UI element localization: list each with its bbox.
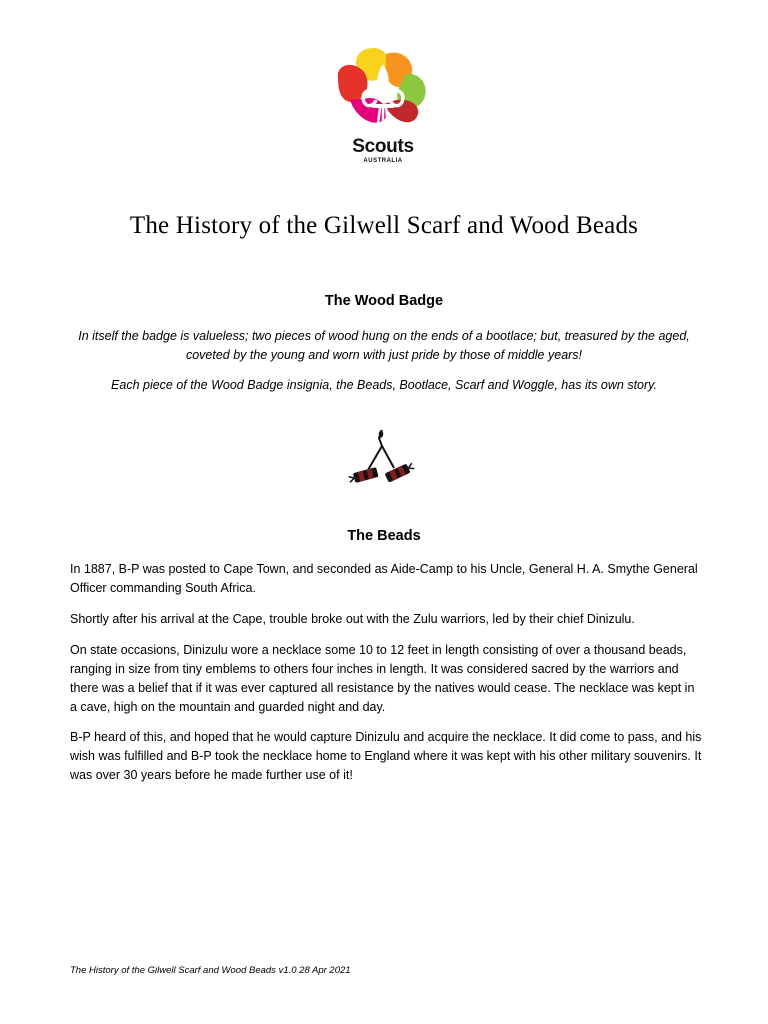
- beads-paragraph-1: In 1887, B-P was posted to Cape Town, and seconded as Aide-Camp to his Uncle, General H. A. Smythe General Officer commanding South Africa.: [70, 562, 698, 595]
- wood-badge-beads-image: [348, 428, 416, 490]
- wood-badge-quote: In itself the badge is valueless; two pieces of wood hung on the ends of a bootlace; but, treasured by the aged, coveted by the young and worn with just pride by those of middle years!: [78, 329, 690, 362]
- scouts-australia-logo: [334, 44, 432, 170]
- page-footer: The History of the Gilwell Scarf and Wood Beads v1.0 28 Apr 2021: [70, 965, 351, 976]
- beads-paragraph-4: B-P heard of this, and hoped that he would capture Dinizulu and acquire the necklace. It did come to pass, and his wish was fulfilled and B-P took the necklace home to England where it was kept with his other military souvenirs. It was over 30 years before he made further use of it!: [70, 730, 702, 782]
- scouts-emblem-icon: [334, 44, 432, 138]
- heading-the-beads: The Beads: [347, 528, 421, 544]
- wood-badge-note: Each piece of the Wood Badge insignia, the Beads, Bootlace, Scarf and Woggle, has its own story.: [111, 378, 657, 392]
- document-title: The History of the Gilwell Scarf and Wood Beads: [129, 212, 639, 239]
- logo-wordmark: Scouts: [352, 136, 414, 157]
- logo-subtitle: AUSTRALIA: [363, 158, 403, 164]
- beads-paragraph-2: Shortly after his arrival at the Cape, trouble broke out with the Zulu warriors, led by their chief Dinizulu.: [70, 612, 635, 626]
- beads-paragraph-3: On state occasions, Dinizulu wore a necklace some 10 to 12 feet in length consisting of over a thousand beads, ranging in size from tiny emblems to others four inches in length. It was considered sacred by the warriors and there was a belief that if it was ever captured all resistance by the natives would cease. The necklace was kept in a cave, high on the mountain and guarded night and day.: [70, 643, 695, 714]
- heading-wood-badge: The Wood Badge: [324, 293, 444, 309]
